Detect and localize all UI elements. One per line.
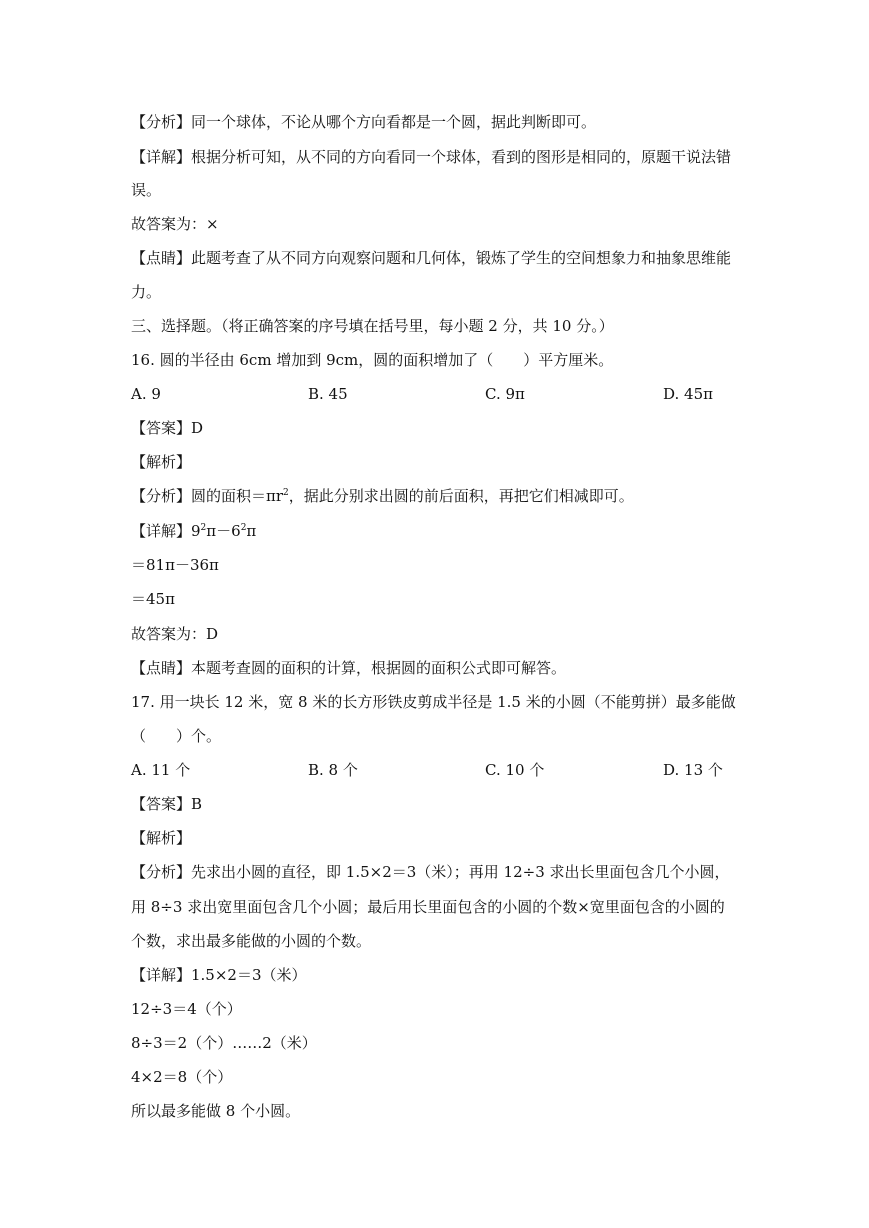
q17-calc-3: 4×2＝8（个） <box>131 1068 233 1086</box>
section-heading: 三、选择题。（将正确答案的序号填在括号里，每小题 2 分，共 10 分。） <box>131 317 614 335</box>
q16-stem: 16. 圆的半径由 6cm 增加到 9cm，圆的面积增加了（ ）平方厘米。 <box>131 351 614 369</box>
q15-remark-line1: 【点睛】此题考查了从不同方向观察问题和几何体，锻炼了学生的空间想象力和抽象思维能 <box>131 249 732 267</box>
q17-calc-2: 8÷3＝2（个）……2（米） <box>131 1034 317 1052</box>
q17-stem-line1: 17. 用一块长 12 米，宽 8 米的长方形铁皮剪成半径是 1.5 米的小圆（不能剪拼）最多能做 <box>131 693 736 711</box>
q16-remark: 【点睛】本题考查圆的面积的计算，根据圆的面积公式即可解答。 <box>131 659 567 677</box>
q16-final: 故答案为：D <box>131 625 219 643</box>
q15-detail-line2: 误。 <box>131 181 162 199</box>
q17-option-a: A. 11 个 <box>131 761 191 779</box>
q17-conclusion: 所以最多能做 8 个小圆。 <box>131 1102 301 1120</box>
q16-calc-2: ＝45π <box>131 590 175 608</box>
q17-stem-line2: （ ）个。 <box>131 727 222 745</box>
q16-option-d: D. 45π <box>663 385 713 403</box>
q16-answer: 【答案】D <box>131 419 204 437</box>
q17-analysis-line3: 个数，求出最多能做的小圆的个数。 <box>131 932 372 950</box>
q16-explain-label: 【解析】 <box>131 453 192 471</box>
q16-option-a: A. 9 <box>131 385 161 403</box>
q17-explain-label: 【解析】 <box>131 829 192 847</box>
q17-detail: 【详解】1.5×2＝3（米） <box>131 966 307 984</box>
q15-remark-line2: 力。 <box>131 283 162 301</box>
q16-calc-1: ＝81π－36π <box>131 556 219 574</box>
q16-option-c: C. 9π <box>485 385 525 403</box>
q16-detail: 【详解】$9^2\pi-6^2\pi$ <box>131 522 257 540</box>
q16-option-b: B. 45 <box>308 385 348 403</box>
q17-option-d: D. 13 个 <box>663 761 723 779</box>
q16-analysis: 【分析】圆的面积$=\pi r^2$，据此分别求出圆的前后面积，再把它们相减即可。 <box>131 487 634 505</box>
q15-analysis: 【分析】同一个球体，不论从哪个方向看都是一个圆，据此判断即可。 <box>131 113 597 131</box>
q17-answer: 【答案】B <box>131 795 203 813</box>
q17-calc-1: 12÷3＝4（个） <box>131 1000 242 1018</box>
q17-analysis-line2: 用 8÷3 求出宽里面包含几个小圆；最后用长里面包含的小圆的个数×宽里面包含的小圆的 <box>131 898 725 916</box>
q17-option-b: B. 8 个 <box>308 761 358 779</box>
q15-answer: 故答案为：× <box>131 215 219 233</box>
q15-detail-line1: 【详解】根据分析可知，从不同的方向看同一个球体，看到的图形是相同的，原题干说法错 <box>131 148 732 166</box>
q17-option-c: C. 10 个 <box>485 761 545 779</box>
q17-analysis-line1: 【分析】先求出小圆的直径，即 1.5×2＝3（米）；再用 12÷3 求出长里面包含几个小圆， <box>131 863 730 881</box>
